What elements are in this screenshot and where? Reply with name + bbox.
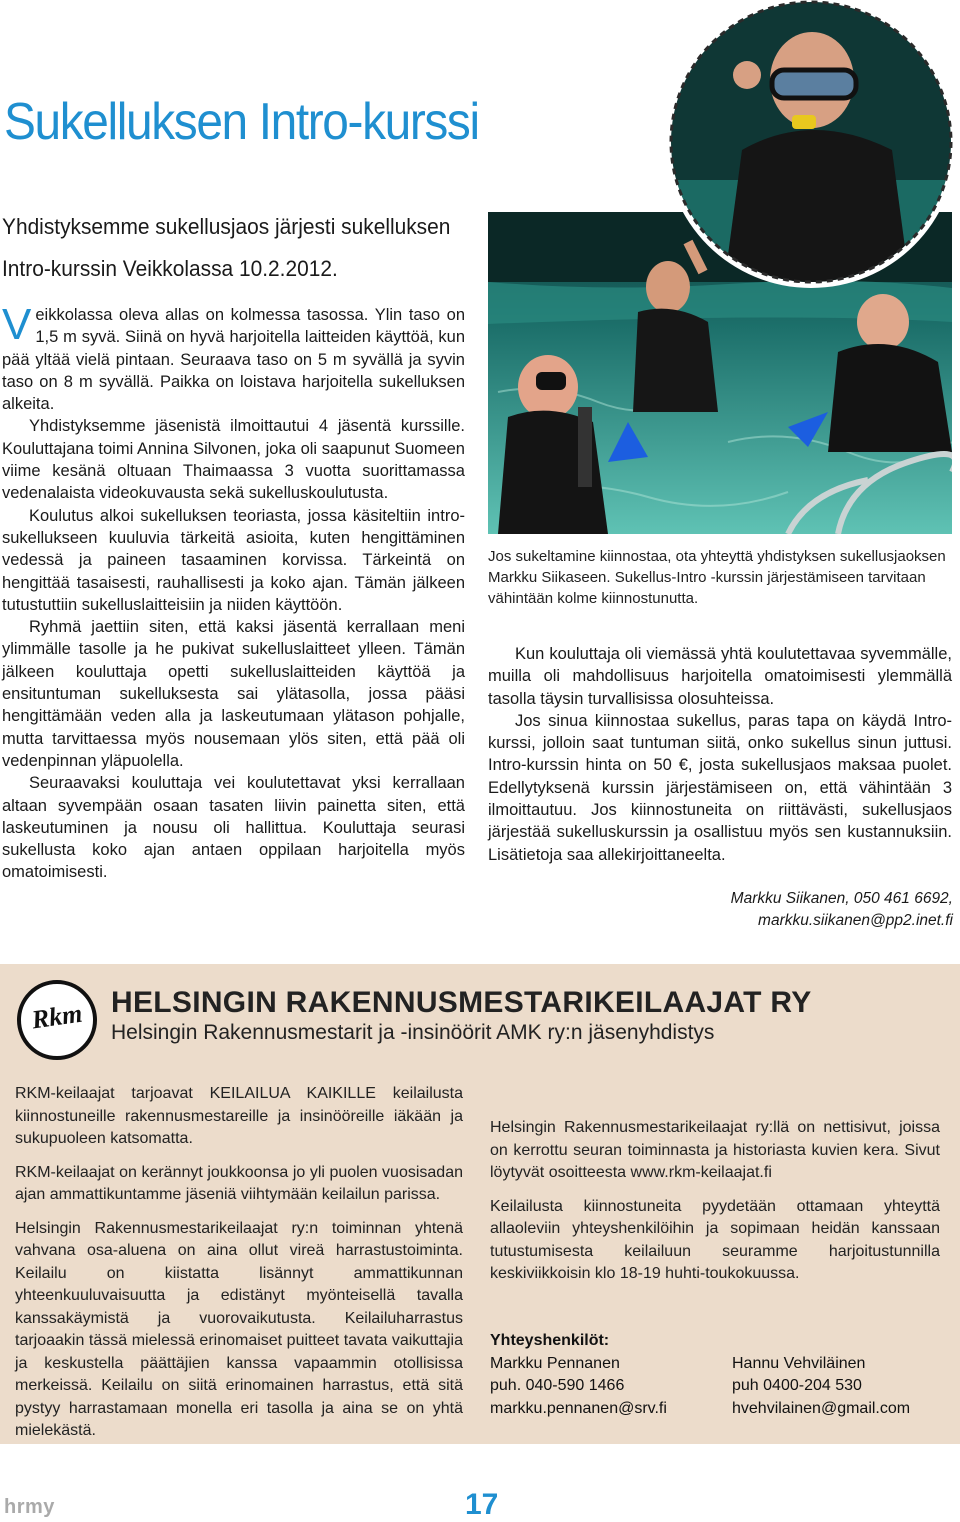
- drop-cap: V: [2, 300, 32, 349]
- contact-phone: puh 0400-204 530: [732, 1377, 862, 1394]
- rkm-logo-text: Rkm: [29, 998, 84, 1035]
- page-number: 17: [465, 1488, 499, 1521]
- article-paragraph: Yhdistyksemme jäsenistä ilmoittautui 4 jäsentä kurssille. Kouluttajana toimi Annina Silvonen, joka oli saapunut Suomeen viime kesänä oltuaan Thaimaassa 3 vuotta suorittamassa vedenalaista videokuvausta sekä sukelluskoulutusta.: [2, 417, 465, 503]
- lead-line: Yhdistyksemme sukellusjaos järjesti sukelluksen: [2, 214, 451, 239]
- signature-email: markku.siikanen@pp2.inet.fi: [758, 912, 953, 929]
- article-paragraph: Jos sinua kiinnostaa sukellus, paras tapa on käydä Intro-kurssi, jolloin saat tuntuman siitä, onko sukellus sinun juttusi. Intro-kurssin hinta on 50 €, josta sukellusjaos maksaa puolet. Edellytyksenä kurssin järjestämiseen on, että vähintään 3 ilmoittautuu. Jos kiinnostuneita on riittävästi, sukellusjaos järjestää sukelluskurssin ja osallistuu myös sen kustannuksiin. Lisätietoja saa allekirjoittaneelta.: [488, 711, 952, 864]
- contact-name: Hannu Vehviläinen: [732, 1354, 866, 1372]
- article-right-column: [488, 643, 952, 866]
- rkm-paragraph: RKM-keilaajat on kerännyt joukkoonsa jo yli puolen vuosisadan ajan ammattikuntamme jäseniä viihtymään keilailun parissa.: [15, 1163, 463, 1203]
- contact-phone: puh. 040-590 1466: [490, 1377, 625, 1394]
- article-lead: [2, 206, 458, 290]
- rkm-right-column: [490, 1083, 940, 1297]
- contact-person: [490, 1353, 732, 1421]
- signature-name-phone: Markku Siikanen, 050 461 6692,: [730, 890, 953, 907]
- rkm-contacts: [490, 1330, 950, 1420]
- article-title: Sukelluksen Intro-kurssi: [4, 93, 479, 151]
- instructor-inset-photo: [662, 0, 960, 300]
- rkm-paragraph: Helsingin Rakennusmestarikeilaajat ry:llä on nettisivut, joissa on kerrottu seuran toiminnasta ja historiasta kuvien kera. Sivut löytyvät osoitteesta www.rkm-keilaajat.fi: [490, 1119, 940, 1181]
- rkm-title: HELSINGIN RAKENNUSMESTARIKEILAAJAT RY: [111, 986, 812, 1019]
- publication-logo: hrmy: [4, 1496, 55, 1518]
- rkm-left-column: [15, 1083, 463, 1439]
- article-signature: [640, 888, 953, 932]
- article-paragraph: Koulutus alkoi sukelluksen teoriasta, jossa käsiteltiin intro-sukellukseen kuuluvia tärkeitä asioita, kuten hengittäminen vedessä ja paineen tasaaminen korvissa. Tärkeintä on hengittää tasaisesti, rauhallisesti ja koko ajan. Tämän jälkeen tutustuttiin sukelluslaitteisiin ja niiden käyttöön.: [2, 506, 465, 614]
- photo-caption: Jos sukeltamine kiinnostaa, ota yhteyttä yhdistyksen sukellusjaoksen Markku Siikaseen. Sukellus-Intro -kurssin järjestämiseen tarvitaan vähintään kolme kiinnostunutta.: [488, 548, 946, 607]
- article-paragraph: Ryhmä jaettiin siten, että kaksi jäsentä kerrallaan meni ylimmälle tasolle ja he pukivat sukelluslaitteet ylleen. Tämän jälkeen kouluttaja opetti sukelluslaitteiden käyttöä ja ensituntuman sukelluksesta sai ylätasolla, jossa pääsi hengittämään veden alla ja laskeutumaan ylätason pohjalle, mutta tarvittaessa myös nousemaan ylös siten, että pää oli vedenpinnan yläpuolella.: [2, 618, 465, 770]
- lead-line: Intro-kurssin Veikkolassa 10.2.2012.: [2, 256, 338, 281]
- article-paragraph: Veikkolassa oleva allas on kolmessa tasossa. Ylin taso on 1,5 m syvä. Siinä on hyvä harjoitella laitteiden käyttöä, kun pää yltää vielä pintaan. Seuraava taso on 5 m syvällä ja syvin taso on 8 m syvällä. Paikka on loistava harjoitella sukelluksen alkeita.: [2, 300, 465, 414]
- article-paragraph: Seuraavaksi kouluttaja vei koulutettavat yksi kerrallaan altaan syvempään osaan tasaten liivin painetta siten, että laskeutuminen ja nousu oli hallittua. Kouluttaja seurasi sukellusta koko ajan antaen oppilaan harjoitella myös omatoimisesti.: [2, 774, 465, 882]
- rkm-paragraph: Keilailusta kiinnostuneita pyydetään ottamaan yhteyttä allaoleviin yhteyshenkilöihin ja sopimaan heidän kanssaan tutustumisesta keilailuun seuramme harjoitustunnilla keskiviikkoisin klo 18-19 huhti-toukokuussa.: [490, 1197, 940, 1282]
- contact-name: Markku Pennanen: [490, 1354, 620, 1372]
- contact-person: [732, 1353, 910, 1421]
- article-left-column: [2, 300, 465, 884]
- article-paragraph: Kun kouluttaja oli viemässä yhtä koulutettavaa syvemmälle, muilla oli mahdollisuus harjoitella omatoimisesti ylemmällä tasolla täysin turvallisissa olosuhteissa.: [488, 645, 952, 708]
- contact-email: hvehvilainen@gmail.com: [732, 1399, 911, 1417]
- contact-email: markku.pennanen@srv.fi: [490, 1399, 667, 1417]
- rkm-paragraph: Helsingin Rakennusmestarikeilaajat ry:n toiminnan yhtenä vahvana osa-aluena on aina ollut vireä harrastustoiminta. Keilailu on kiistatta lisännyt ammattikunnan yhteenkuuluvaisuutta ja edistänyt myönteisellä tavalla kanssakäymistä ja vuorovaikutusta. Keilailuharrastus tarjoaakin tässä mielessä erinomaiset puitteet tavata vaikuttajia ja keskustella päättäjien kanssa vapaammin otollisissa merkeissä. Keilailu on siitä erinomainen harrastus, että sitä pystyy harrastamaan monella eri tasolla ja aina se on yhtä mielekästä.: [15, 1219, 463, 1439]
- rkm-paragraph: RKM-keilaajat tarjoavat KEILAILUA KAIKILLE keilailusta kiinnostuneille rakennusmestareille ja insinööreille iäkään ja sukupuoleen katsomatta.: [15, 1085, 463, 1147]
- contacts-heading: Yhteyshenkilöt:: [490, 1332, 610, 1349]
- rkm-subtitle: Helsingin Rakennusmestarit ja -insinöörit AMK ry:n jäsenyhdistys: [111, 1021, 715, 1044]
